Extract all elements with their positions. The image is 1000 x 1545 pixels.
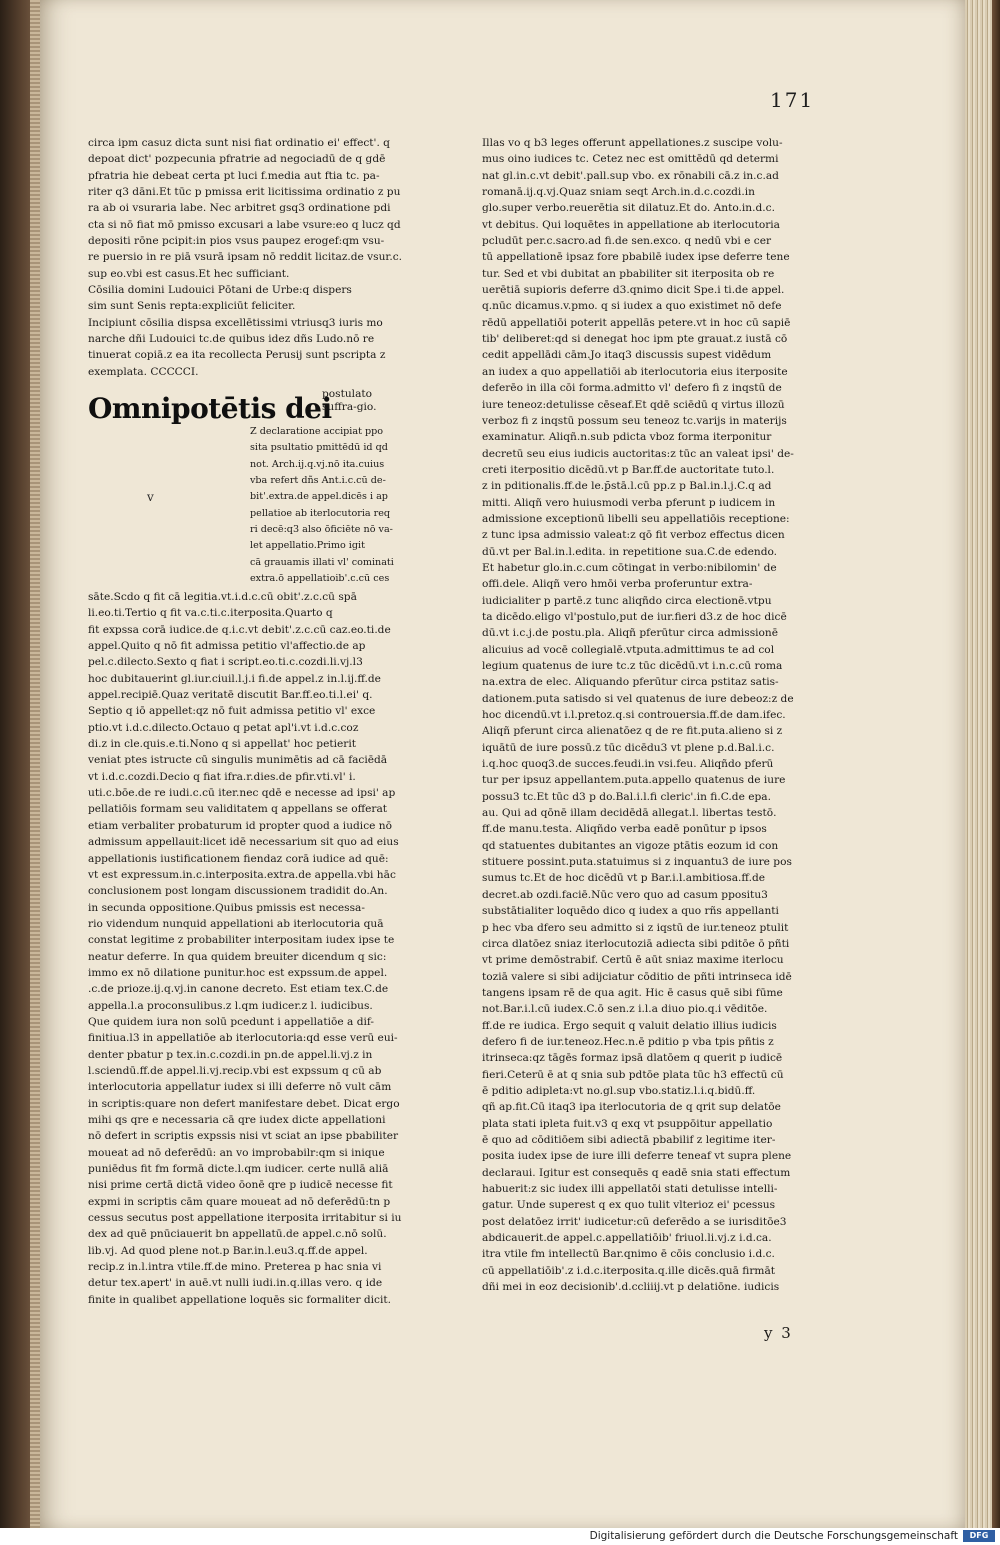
text-line: posita iudex ipse de iure illi deferre teneaf vt supra plene — [482, 1150, 792, 1163]
text-line: an iudex a quo appellatiōi ab iterlocutoria eius iterposite — [482, 365, 788, 378]
text-line: iquātū de iure possū.z tūc dicēdu3 vt plene p.d.Bal.i.c. — [482, 741, 775, 754]
text-line: romanā.ij.q.vj.Quaz sniam seqt Arch.in.d.c.cozdi.in — [482, 186, 755, 199]
text-line: nat gl.in.c.vt debit'.pall.sup vbo. ex rōnabili cā.z in.c.ad — [482, 169, 779, 182]
text-line: vba refert dñs Ant.i.c.cū de- — [250, 475, 386, 487]
text-line: ē quo ad cōditiōem sibi adiectā pbabilif z legitime iter- — [482, 1133, 776, 1146]
text-line: legium quatenus de iure tc.z tūc dicēdū.vt i.n.c.cū roma — [482, 660, 783, 672]
text-line: finitiua.l3 in appellatiōe ab iterlocutoria:qd esse verū eui- — [88, 1032, 398, 1045]
text-line: pel.c.dilecto.Sexto q fiat i script.eo.ti.c.cozdi.li.vj.l3 — [88, 656, 363, 669]
text-line: extra.ō appellatioib'.c.cū ces — [250, 573, 390, 585]
text-line: vt est expressum.in.c.interposita.extra.de appella.vbi hāc — [88, 868, 396, 881]
text-line: etiam verbaliter probaturum id propter quod a iudice nō — [88, 819, 392, 832]
text-line: Et habetur glo.in.c.cum cōtingat in verbo:nibilomin' de — [482, 561, 777, 574]
text-line: in scriptis:quare non defert manifestare debet. Dicat ergo — [88, 1097, 400, 1110]
text-line: cessus secutus post appellatione iterposita irritabitur si iu — [88, 1212, 402, 1225]
text-line: tangens ipsam rē de qua agit. Hic ē casus quē sibi fūme — [482, 986, 783, 999]
page-edges-left — [30, 0, 40, 1528]
text-line: ē pditio adipleta:vt no.gl.sup vbo.statiz.l.i.q.bidū.ff. — [482, 1084, 756, 1097]
initial-heading: Omnipotētis dei — [88, 392, 332, 425]
text-line: qñ ap.fit.Cū itaq3 ipa iterlocutoria de q qrit sup delatōe — [482, 1101, 781, 1114]
text-line: q.nūc dicamus.v.pmo. q si iudex a quo existimet nō defe — [482, 300, 782, 313]
text-line: cā grauamis illati vl' cominati — [250, 556, 394, 568]
text-line: pellatioe ab iterlocutoria req — [250, 507, 391, 519]
text-line: Septio q iō appellet:qz nō fuit admissa petitio vl' exce — [88, 705, 376, 718]
text-line: cedit appellādi cām.Jo itaq3 discussis supest vidēdum — [482, 349, 772, 362]
text-line: li.eo.ti.Tertio q fit va.c.ti.c.iterposita.Quarto q — [88, 607, 333, 620]
text-line: recip.z in.l.intra vtile.ff.de mino. Preterea p hac snia vi — [88, 1261, 382, 1274]
initial-space — [88, 428, 248, 588]
text-line: examinatur. Aliqñ.n.sub pdicta vboz forma iterponitur — [482, 431, 772, 444]
text-line: riter q3 dāni.Et tūc p pmissa erit licitissima ordinatio z pu — [88, 186, 401, 199]
text-line: ptio.vt i.d.c.dilecto.Octauo q petat apl'i.vt i.d.c.coz — [88, 721, 359, 734]
text-line: sāte.Scdo q fit cā legitia.vt.i.d.c.cū obit'.z.c.cū spā — [88, 591, 357, 603]
footer-bar — [0, 1528, 1000, 1545]
text-line: ff.de manu.testa. Aliqñdo verba eadē ponūtur p ipsos — [482, 823, 767, 836]
text-line: bit'.extra.de appel.dicēs i ap — [250, 491, 388, 503]
text-line: offi.dele. Aliqñ vero hmōi verba proferuntur extra- — [482, 578, 753, 591]
text-line: moueat ad nō deferēdū: an vo improbabilr:qm si inique — [88, 1146, 385, 1159]
text-line: exemplata. CCCCCI. — [88, 365, 199, 378]
text-line: circa ipm casuz dicta sunt nisi fiat ordinatio ei' effect'. q — [88, 137, 390, 149]
text-line: circa dlatōez sniaz iterlocutoziā adiecta sibi pditōe ō pñti — [482, 937, 790, 950]
text-line: immo ex nō dilatione punitur.hoc est expssum.de appel. — [88, 966, 388, 979]
text-line: sumus tc.Et de hoc dicēdū vt p Bar.i.l.ambitiosa.ff.de — [482, 872, 765, 885]
text-line: in secunda oppositione.Quibus pmissis est necessa- — [88, 901, 365, 914]
book-spine-left — [0, 0, 40, 1528]
text-line: appel.recipiē.Quaz veritatē discutit Bar.ff.eo.ti.l.ei' q. — [88, 689, 373, 702]
text-line: z tunc ipsa admissio valeat:z qō fit verboz effectus dicen — [482, 529, 785, 542]
text-line: not.Bar.i.l.cū iudex.C.ō sen.z i.l.a diuo pio.q.i vēditōe. — [482, 1003, 768, 1016]
text-line: l.sciendū.ff.de appel.li.vj.recip.vbi est expssum q cū ab — [88, 1064, 382, 1077]
text-line: decret.ab ozdi.faciē.Nūc vero quo ad casum ppositu3 — [482, 888, 768, 901]
text-line: dex ad quē pnūciauerit bn appellatū.de appel.c.nō solū. — [88, 1228, 387, 1241]
text-line: not. Arch.ij.q.vj.nō ita.cuius — [250, 458, 385, 470]
text-line: declaraui. Igitur est consequēs q eadē snia stati effectum — [482, 1166, 791, 1179]
text-line: lib.vj. Ad quod plene not.p Bar.in.l.eu3.q.ff.de appel. — [88, 1244, 368, 1257]
text-line: Illas vo q b3 leges offerunt appellationes.z suscipe volu- — [482, 137, 783, 149]
text-line: ta dicēdo.eligo vl'postulo,put de iur.fieri d3.z de hoc dicē — [482, 610, 787, 623]
text-line: possu3 tc.Et tūc d3 p do.Bal.i.l.fi cleric'.in fi.C.de epa. — [482, 790, 771, 803]
text-line: nō defert in scriptis expssis nisi vt sciat an ipse pbabiliter — [88, 1130, 399, 1143]
book-cover-edge — [992, 0, 1000, 1528]
text-line: glo.super verbo.reuerētia sit dilatuz.Et do. Anto.in.d.c. — [482, 202, 775, 215]
text-line: re puersio in re piā vsurā ipsam nō reddit licitaz.de vsur.c. — [88, 251, 402, 264]
text-line: ff.de re iudica. Ergo sequit q valuit delatio illius iudicis — [482, 1019, 777, 1032]
text-line: decretū seu eius iudicis auctoritas:z tūc an valeat ipsi' de- — [482, 447, 794, 460]
text-line: vt debitus. Qui loquētes in appellatione ab iterlocutoria — [482, 218, 780, 231]
text-line: dationem.puta satisdo si vel quatenus de iure debeoz:z de — [482, 692, 794, 705]
footer-credit: Digitalisierung gefördert durch die Deutsche Forschungsgemeinschaft — [589, 1530, 958, 1542]
right-column — [482, 135, 812, 1295]
text-line: cū appellatiōib'.z i.d.c.iterposita.q.ille dicēs.quā firmāt — [482, 1264, 776, 1277]
text-line: verboz fi z inqstū possum seu teneoz tc.varijs in materijs — [482, 414, 787, 427]
guide-letter: v — [147, 490, 154, 504]
text-line: expmi in scriptis cām quare moueat ad nō deferēdū:tn p — [88, 1195, 391, 1208]
text-line: Aliqñ pferunt circa alienatōez q de re fit.puta.alieno si z — [482, 725, 783, 738]
text-line: tur per ipsuz appellantem.puta.appello quatenus de iure — [482, 774, 786, 787]
text-line: veniat ptes istructe cū singulis munimētis ad cā faciēdā — [88, 754, 388, 767]
text-line: nisi prime certā dictā video ōonē qre p iudicē necesse fit — [88, 1179, 393, 1192]
initial-continuation: postulato suffra-gio. — [322, 388, 377, 413]
text-line: rio videndum nunquid appellationi ab iterlocutoria quā — [88, 917, 384, 930]
text-line: sup eo.vbi est casus.Et hec sufficiant. — [88, 267, 290, 280]
text-line: interlocutoria appellatur iudex si illi deferre nō vult cām — [88, 1081, 392, 1094]
text-line: p hec vba dfero seu admitto si z iqstū de iur.teneoz ptulit — [482, 921, 789, 934]
text-line: fieri.Ceterū ē at q snia sub pdtōe plata tūc h3 effectū cū — [482, 1068, 784, 1081]
text-line: uerētiā supioris deferre d3.qnimo dicit Spe.i ti.de appel. — [482, 284, 785, 297]
text-line: na.extra de elec. Aliquando pferūtur circa pstitaz satis- — [482, 676, 779, 689]
text-line: tib' deliberet:qd si denegat hoc ipm pte grauat.z iustā cō — [482, 333, 788, 346]
text-line: alicuius ad vocē collegialē.vtputa.admittimus te ad col — [482, 643, 775, 656]
text-line: deferēo in illa cōi forma.admitto vl' defero fi z inqstū de — [482, 382, 782, 395]
text-line: vt prime demōstrabif. Certū ē aūt sniaz maxime iterlocu — [482, 954, 784, 967]
text-line: appel.Quito q nō fit admissa petitio vl'affectio.de ap — [88, 640, 366, 653]
text-line: admissione exceptionū libelli seu appellatiōis receptione: — [482, 512, 790, 525]
text-line: sim sunt Senis repta:expliciūt feliciter. — [88, 300, 296, 313]
text-line: finite in qualibet appellatione loquēs sic formaliter dicit. — [88, 1293, 391, 1306]
text-line: tū appellationē ipsaz fore pbabilē iudex ipse deferre tene — [482, 251, 790, 264]
text-line: rēdū appellatiōi poterit appellās petere.vt in hoc cū sapiē — [482, 316, 791, 329]
text-line: tur. Sed et vbi dubitat an pbabiliter sit iterposita ob re — [482, 267, 775, 280]
text-line: Z declaratione accipiat ppo — [250, 426, 384, 437]
text-line: iure teneoz:detulisse cēseaf.Et qdē sciēdū q virtus illozū — [482, 398, 785, 411]
text-line: Cōsilia domini Ludouici Pōtani de Urbe:q dispers — [88, 284, 352, 297]
text-line: hoc dubitauerint gl.iur.ciuil.l.j.i fi.de appel.z in.l.ij.ff.de — [88, 672, 381, 685]
text-line: substātialiter loquēdo dico q iudex a quo rñs appellanti — [482, 905, 779, 918]
text-line: iudicialiter p partē.z tunc aliqñdo circa electionē.vtpu — [482, 594, 772, 607]
text-line: cta si nō fiat mō pmisso excusari a labe vsure:eo q lucz qd — [88, 218, 401, 231]
text-line: creti iterpositio dicēdū.vt p Bar.ff.de auctoritate tuto.l. — [482, 463, 775, 476]
text-line: di.z in cle.quis.e.ti.Nono q si appellat' hoc petierit — [88, 738, 356, 751]
text-line: dñi mei in eoz decisionib'.d.ccliiij.vt p delatiōne. iudicis — [482, 1281, 780, 1294]
text-line: detur tex.apert' in auē.vt nulli iudi.in.q.illas vero. q ide — [88, 1277, 383, 1290]
text-line: itrinseca:qz tāgēs formaz ipsā dlatōem q querit p iudicē — [482, 1052, 783, 1065]
text-line: constat legitime z probabiliter interpositam iudex ipse te — [88, 934, 395, 947]
text-line: puniēdus fit fm formā dicte.l.qm iudicer. certe nullā aliā — [88, 1163, 389, 1176]
left-column-body — [88, 589, 418, 1308]
signature-mark: y 3 — [764, 1324, 793, 1342]
text-line: uti.c.bōe.de re iudi.c.cū iter.nec qdē e necesse ad ipsi' ap — [88, 787, 396, 800]
text-line: dū.vt i.c.j.de postu.pla. Aliqñ pferūtur circa admissionē — [482, 627, 779, 640]
text-line: stituere possint.puta.statuimus si z inquantu3 de iure pos — [482, 856, 792, 869]
text-line: fit expssa corā iudice.de q.i.c.vt debit'.z.c.cū caz.eo.ti.de — [88, 623, 391, 636]
text-line: abdicauerit.de appel.c.appellatiōib' friuol.li.vj.z i.d.ca. — [482, 1232, 772, 1245]
text-line: toziā valere si sibi adijciatur cōditio de pñti intrinseca idē — [482, 970, 792, 983]
text-line: pfratria hie debeat certa pt luci f.media aut ftia tc. pa- — [88, 169, 380, 182]
text-line: mus oino iudices tc. Cetez nec est omittēdū qd determi — [482, 153, 779, 166]
text-line: post delatōez irrit' iudicetur:cū deferēdo a se iurisditōe3 — [482, 1215, 787, 1228]
text-line: sita psultatio pmittēdū id qd — [250, 442, 388, 454]
text-line: pellatiōis formam seu validitatem q appellans se offerat — [88, 803, 388, 816]
text-line: plata stati ipleta fuit.v3 q exq vt psuppōitur appellatio — [482, 1117, 773, 1130]
text-line: pcludūt per.c.sacro.ad fi.de sen.exco. q nedū vbi e cer — [482, 235, 772, 248]
text-line: hoc dicendū.vt i.l.pretoz.q.si controuersia.ff.de dam.ifec. — [482, 709, 786, 722]
text-line: itra vtile fm intellectū Bar.qnimo ē cōis conclusio i.d.c. — [482, 1248, 775, 1261]
text-line: dū.vt per Bal.in.l.edita. in repetitione sua.C.de edendo. — [482, 545, 778, 558]
text-line: ri decē:q3 also ōficiēte nō va- — [250, 524, 393, 536]
text-line: Incipiunt cōsilia dispsa excellētissimi vtriusq3 iuris mo — [88, 316, 383, 329]
folio-number: 171 — [770, 88, 815, 112]
text-line: vt i.d.c.cozdi.Decio q fiat ifra.r.dies.de pfir.vti.vl' i. — [88, 770, 356, 783]
text-line: conclusionem post longam discussionem tradidit do.An. — [88, 885, 388, 898]
text-line: au. Qui ad qōnē illam decidēdā allegat.l. libertas testō. — [482, 807, 777, 820]
text-line: defero fi de iur.teneoz.Hec.n.ē pditio p vba tpis pñtis z — [482, 1035, 774, 1048]
text-line: ra ab oi vsuraria labe. Nec arbitret gsq3 ordinatione pdi — [88, 202, 391, 215]
text-line: qd statuentes dubitantes an vigoze ptātis eozum id con — [482, 839, 779, 852]
text-line: depoat dict' pozpecunia pfratrie ad negociadū de q gdē — [88, 153, 386, 166]
text-line: appellationis iustificationem fiendaz corā iudice ad quē: — [88, 852, 389, 865]
text-line: denter pbatur p tex.in.c.cozdi.in pn.de appel.li.vj.z in — [88, 1048, 373, 1061]
text-line: narche dñi Ludouici tc.de quibus idez dñs Ludo.nō re — [88, 333, 375, 346]
text-line: gatur. Unde superest q ex quo tulit vlterioz ei' pcessus — [482, 1199, 776, 1212]
left-column-beside-initial — [250, 424, 418, 587]
page-stack-right — [965, 0, 1000, 1528]
text-line: i.q.hoc quoq3.de succes.feudi.in vsi.feu. Aliqñdo pferū — [482, 758, 774, 771]
text-line: tinuerat copiā.z ea ita recollecta Perusij sunt pscripta z — [88, 349, 386, 362]
text-line: .c.de prioze.ij.q.vj.in canone decreto. Est etiam tex.C.de — [88, 983, 389, 996]
text-line: admissum appellauit:licet idē necessarium sit quo ad eius — [88, 836, 399, 849]
left-column-top — [88, 135, 418, 380]
text-line: mihi qs qre e necessaria cā qre iudex dicte appellationi — [88, 1114, 386, 1126]
text-line: habuerit:z sic iudex illi appellatōi stati detulisse intelli- — [482, 1183, 778, 1195]
text-line: depositi rōne pcipit:in pios vsus paupez erogef:qm vsu- — [88, 235, 385, 248]
text-line: Que quidem iura non solū pcedunt i appellatiōe a dif- — [88, 1015, 375, 1028]
text-line: mitti. Aliqñ vero huiusmodi verba pferunt p iudicem in — [482, 496, 776, 509]
text-line: let appellatio.Primo igit — [250, 540, 365, 552]
text-line: z in pditionalis.ff.de le.p̄stā.l.cū pp.z p Bal.in.l.j.C.q ad — [482, 480, 772, 493]
text-line: neatur deferre. In qua quidem breuiter dicendum q sic: — [88, 950, 387, 963]
text-line: appella.l.a proconsulibus.z l.qm iudicer.z l. iudicibus. — [88, 999, 373, 1012]
dfg-logo: DFG — [963, 1530, 995, 1542]
